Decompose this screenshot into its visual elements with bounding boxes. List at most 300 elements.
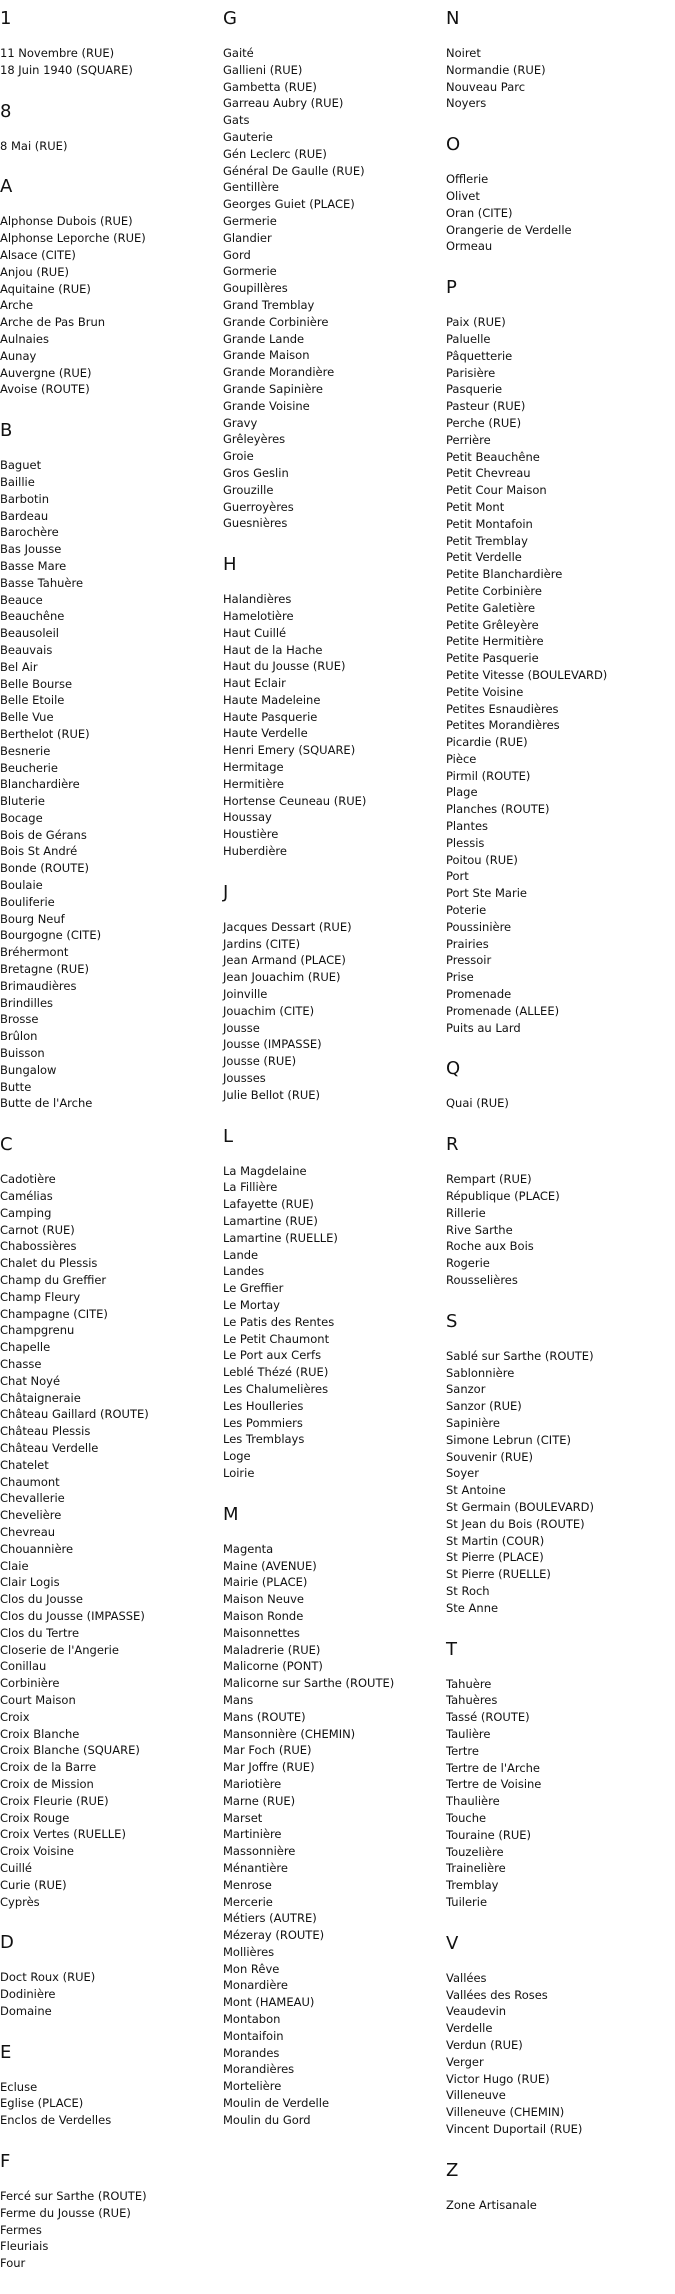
street-name: Pasquerie bbox=[446, 382, 503, 397]
street-name: Rillerie bbox=[446, 1205, 486, 1220]
street-name: Haute Verdelle bbox=[223, 726, 308, 741]
column-3 bbox=[446, 8, 675, 2235]
street-name: Chapelle bbox=[0, 1340, 51, 1355]
street-name: Petit Chevreau bbox=[446, 466, 531, 481]
column-2 bbox=[223, 8, 443, 2151]
street-name: Petite Hermitière bbox=[446, 634, 544, 649]
street-name: Gambetta (RUE) bbox=[223, 79, 317, 94]
street-name: Malicorne sur Sarthe (ROUTE) bbox=[223, 1676, 395, 1691]
street-name: Jouachim (CITE) bbox=[223, 1003, 315, 1018]
street-name: Picardie (RUE) bbox=[446, 735, 528, 750]
street-name: Rempart (RUE) bbox=[446, 1172, 532, 1187]
street-name: Hortense Ceuneau (RUE) bbox=[223, 793, 367, 808]
section bbox=[446, 134, 675, 255]
street-list bbox=[446, 314, 675, 1036]
street-name: Mercerie bbox=[223, 1894, 273, 1909]
section bbox=[0, 2042, 220, 2129]
street-name: Prise bbox=[446, 970, 474, 985]
street-name: Croix de la Barre bbox=[0, 1760, 97, 1775]
street-name: Dodinière bbox=[0, 1987, 56, 2002]
street-name: Jean Jouachim (RUE) bbox=[223, 970, 341, 985]
street-name: Thaulière bbox=[446, 1794, 500, 1809]
street-name: Jousse (IMPASSE) bbox=[223, 1037, 322, 1052]
street-name: Chaumont bbox=[0, 1474, 60, 1489]
street-name: Croix Blanche (SQUARE) bbox=[0, 1743, 140, 1758]
street-name: Sanzor (RUE) bbox=[446, 1399, 522, 1414]
street-name: Verdelle bbox=[446, 2021, 493, 2036]
street-name: Cyprès bbox=[0, 1894, 40, 1909]
street-name: Garreau Aubry (RUE) bbox=[223, 96, 344, 111]
street-name: Butte de l'Arche bbox=[0, 1096, 93, 1111]
street-name: Fleuriais bbox=[0, 2239, 49, 2254]
street-name: Gros Geslin bbox=[223, 465, 289, 480]
street-name: 11 Novembre (RUE) bbox=[0, 46, 115, 60]
street-name: Haut du Jousse (RUE) bbox=[223, 659, 346, 674]
street-name: Plantes bbox=[446, 819, 489, 834]
section bbox=[446, 1933, 675, 2138]
street-name: Noyers bbox=[446, 96, 487, 111]
street-list bbox=[223, 45, 443, 532]
street-name: Orangerie de Verdelle bbox=[446, 222, 572, 237]
street-name: Veaudevin bbox=[446, 2004, 507, 2019]
street-name: Grande Voisine bbox=[223, 398, 310, 413]
section-letter: A bbox=[0, 176, 13, 198]
street-name: Mariotière bbox=[223, 1776, 282, 1791]
street-name: Vincent Duportail (RUE) bbox=[446, 2121, 583, 2136]
street-name: Belle Etoile bbox=[0, 693, 65, 708]
street-name: Cadotière bbox=[0, 1172, 56, 1187]
street-name: Hermitière bbox=[223, 776, 284, 791]
street-name: Croix Voisine bbox=[0, 1844, 74, 1859]
street-name: Maine (AVENUE) bbox=[223, 1558, 317, 1573]
street-name: Ferme du Jousse (RUE) bbox=[0, 2205, 131, 2220]
street-name: Mans (ROUTE) bbox=[223, 1709, 306, 1724]
street-name: Port bbox=[446, 869, 469, 884]
street-name: Basse Mare bbox=[0, 558, 67, 573]
street-name: Court Maison bbox=[0, 1692, 76, 1707]
street-name: Vallées des Roses bbox=[446, 1987, 548, 2002]
street-name: Grande Morandière bbox=[223, 365, 335, 380]
street-name: Joinville bbox=[223, 987, 268, 1002]
street-name: Jean Armand (PLACE) bbox=[223, 953, 346, 968]
street-name: Bréhermont bbox=[0, 945, 69, 960]
section bbox=[223, 1126, 443, 1482]
street-name: Mortelière bbox=[223, 2079, 282, 2094]
street-name: Huberdière bbox=[223, 844, 287, 859]
street-name: Clos du Jousse bbox=[0, 1592, 83, 1607]
street-list bbox=[223, 1163, 443, 1482]
street-name: Beauchêne bbox=[0, 609, 65, 624]
street-name: La Magdelaine bbox=[223, 1163, 307, 1178]
street-name: Les Pommiers bbox=[223, 1415, 303, 1430]
street-list bbox=[446, 1095, 675, 1112]
section-letter: F bbox=[0, 2151, 11, 2173]
street-name: Anjou (RUE) bbox=[0, 264, 69, 279]
street-name: Aquitaine (RUE) bbox=[0, 281, 91, 296]
street-list bbox=[0, 2079, 220, 2129]
street-name: Villeneuve (CHEMIN) bbox=[446, 2105, 565, 2120]
street-name: Tahuères bbox=[446, 1693, 498, 1708]
street-name: Aulnaies bbox=[0, 331, 49, 346]
street-name: Baguet bbox=[0, 458, 42, 473]
street-name: Grande Maison bbox=[223, 348, 310, 363]
street-name: Bourgogne (CITE) bbox=[0, 928, 102, 943]
street-name: Marset bbox=[223, 1810, 263, 1825]
street-name: Chouannière bbox=[0, 1541, 74, 1556]
section bbox=[0, 176, 220, 398]
section bbox=[0, 2151, 220, 2272]
section bbox=[446, 1058, 675, 1112]
street-name: Gaité bbox=[223, 46, 254, 60]
street-name: Petites Morandières bbox=[446, 718, 560, 733]
section-letter: Z bbox=[446, 2159, 459, 2181]
street-name: St Pierre (RUELLE) bbox=[446, 1567, 551, 1582]
street-name: République (PLACE) bbox=[446, 1189, 560, 1204]
street-name: Haute Pasquerie bbox=[223, 709, 318, 724]
street-name: Lafayette (RUE) bbox=[223, 1197, 314, 1212]
street-name: Tahuère bbox=[446, 1676, 492, 1691]
street-name: Petite Voisine bbox=[446, 684, 524, 699]
street-name: Soyer bbox=[446, 1466, 479, 1481]
street-name: Belle Bourse bbox=[0, 676, 73, 691]
street-name: Poitou (RUE) bbox=[446, 852, 518, 867]
street-name: Fercé sur Sarthe (ROUTE) bbox=[0, 2189, 147, 2204]
street-name: La Fillière bbox=[223, 1180, 278, 1195]
street-name: Grand Tremblay bbox=[223, 297, 315, 312]
street-name: Ménantière bbox=[223, 1860, 288, 1875]
street-name: Mollières bbox=[223, 1944, 275, 1959]
section-letter: 8 bbox=[0, 100, 12, 122]
street-name: Grêleyères bbox=[223, 432, 286, 447]
street-name: Souvenir (RUE) bbox=[446, 1449, 534, 1464]
street-name: Groie bbox=[223, 449, 254, 464]
street-name: Grande Sapinière bbox=[223, 381, 323, 396]
street-name: Montabon bbox=[223, 2012, 281, 2027]
street-name: Chabossières bbox=[0, 1239, 77, 1254]
street-name: Rogerie bbox=[446, 1256, 490, 1271]
street-name: Alphonse Dubois (RUE) bbox=[0, 214, 133, 229]
street-list bbox=[446, 1676, 675, 1911]
street-name: Plessis bbox=[446, 835, 485, 850]
street-name: Eglise (PLACE) bbox=[0, 2096, 84, 2111]
section bbox=[0, 1932, 220, 2019]
street-name: Tertre bbox=[446, 1743, 479, 1758]
street-name: Gravy bbox=[223, 415, 258, 430]
street-name: Vallées bbox=[446, 1970, 487, 1985]
street-list bbox=[223, 591, 443, 860]
street-name: Petit Mont bbox=[446, 499, 505, 514]
street-list bbox=[446, 1348, 675, 1617]
street-name: Brûlon bbox=[0, 1029, 38, 1044]
street-name: Général De Gaulle (RUE) bbox=[223, 163, 365, 178]
street-name: Petit Cour Maison bbox=[446, 483, 547, 498]
street-name: Carnot (RUE) bbox=[0, 1222, 75, 1237]
street-name: Promenade bbox=[446, 987, 512, 1002]
street-name: Champgrenu bbox=[0, 1323, 75, 1338]
street-name: Montaifoin bbox=[223, 2028, 284, 2043]
street-name: Croix Fleurie (RUE) bbox=[0, 1793, 109, 1808]
street-name: Georges Guiet (PLACE) bbox=[223, 197, 355, 212]
street-name: Germerie bbox=[223, 213, 277, 228]
street-name: Petites Esnaudières bbox=[446, 701, 559, 716]
street-name: Croix de Mission bbox=[0, 1776, 94, 1791]
street-name: Gats bbox=[223, 113, 250, 128]
street-name: Camping bbox=[0, 1205, 52, 1220]
street-name: Verger bbox=[446, 2054, 484, 2069]
street-name: Lande bbox=[223, 1247, 259, 1262]
street-name: Touzelière bbox=[446, 1844, 504, 1859]
street-name: 18 Juin 1940 (SQUARE) bbox=[0, 62, 133, 77]
street-name: Morandières bbox=[223, 2062, 295, 2077]
street-name: Houstière bbox=[223, 827, 279, 842]
street-name: Trainelière bbox=[446, 1861, 506, 1876]
street-name: Grouzille bbox=[223, 482, 274, 497]
street-name: Brimaudières bbox=[0, 978, 77, 993]
section-letter: V bbox=[446, 1932, 459, 1954]
street-name: Loirie bbox=[223, 1465, 255, 1480]
street-name: Perche (RUE) bbox=[446, 415, 522, 430]
street-name: Petite Blanchardière bbox=[446, 567, 563, 582]
section bbox=[446, 277, 675, 1036]
street-name: Puits au Lard bbox=[446, 1020, 521, 1035]
street-name: Lamartine (RUE) bbox=[223, 1214, 318, 1229]
street-name: Promenade (ALLEE) bbox=[446, 1003, 560, 1018]
street-list bbox=[223, 1541, 443, 2129]
section-letter: C bbox=[0, 1134, 13, 1156]
section bbox=[446, 1639, 675, 1911]
section-letter: P bbox=[446, 277, 457, 299]
column-1 bbox=[0, 8, 220, 2294]
street-name: Corbinière bbox=[0, 1676, 60, 1691]
street-name: Leblé Thézé (RUE) bbox=[223, 1365, 329, 1380]
street-name: Mon Rêve bbox=[223, 1961, 280, 1976]
street-name: Grande Lande bbox=[223, 331, 305, 346]
street-name: Closerie de l'Angerie bbox=[0, 1642, 119, 1657]
street-name: Clos du Jousse (IMPASSE) bbox=[0, 1608, 145, 1623]
street-name: Rive Sarthe bbox=[446, 1222, 513, 1237]
street-name: Boulaie bbox=[0, 878, 43, 893]
street-name: Haut Eclair bbox=[223, 676, 286, 691]
section-letter: G bbox=[223, 8, 237, 29]
street-name: Arche bbox=[0, 298, 34, 313]
street-name: Marne (RUE) bbox=[223, 1793, 296, 1808]
street-name: Champ Fleury bbox=[0, 1289, 81, 1304]
street-name: Baillie bbox=[0, 474, 35, 489]
street-name: Mar Joffre (RUE) bbox=[223, 1760, 315, 1775]
street-name: Bourg Neuf bbox=[0, 911, 65, 926]
street-name: Bretagne (RUE) bbox=[0, 962, 89, 977]
street-list bbox=[446, 45, 675, 112]
section-letter: B bbox=[0, 420, 13, 442]
street-name: Goupillères bbox=[223, 281, 288, 296]
street-name: Beauvais bbox=[0, 642, 53, 657]
street-name: Touche bbox=[446, 1810, 487, 1825]
street-name: Glandier bbox=[223, 230, 272, 245]
section-letter: O bbox=[446, 134, 461, 156]
street-name: Tremblay bbox=[446, 1878, 499, 1893]
section bbox=[446, 1134, 675, 1289]
street-name: Aunay bbox=[0, 348, 37, 363]
street-name: Jacques Dessart (RUE) bbox=[223, 919, 352, 934]
street-name: Bardeau bbox=[0, 508, 49, 523]
street-name: Petite Galetière bbox=[446, 600, 536, 615]
street-name: 8 Mai (RUE) bbox=[0, 138, 68, 153]
street-name: Guerroyères bbox=[223, 499, 294, 514]
street-name: Petit Tremblay bbox=[446, 533, 528, 548]
street-name: Petite Grêleyère bbox=[446, 617, 539, 632]
street-name: Métiers (AUTRE) bbox=[223, 1911, 317, 1926]
street-name: Normandie (RUE) bbox=[446, 62, 546, 77]
street-name: Bocage bbox=[0, 810, 43, 825]
section bbox=[223, 1504, 443, 2129]
street-name: Petit Montafoin bbox=[446, 516, 533, 531]
street-name: Pièce bbox=[446, 751, 477, 766]
section-letter: H bbox=[223, 554, 237, 576]
street-name: Le Mortay bbox=[223, 1298, 280, 1312]
street-name: Beauce bbox=[0, 592, 43, 607]
street-name: Champagne (CITE) bbox=[0, 1306, 108, 1321]
street-name: Simone Lebrun (CITE) bbox=[446, 1432, 571, 1447]
street-list bbox=[446, 171, 675, 255]
section-letter: J bbox=[223, 881, 229, 903]
street-name: Oran (CITE) bbox=[446, 205, 513, 220]
street-name: Sablonnière bbox=[446, 1365, 515, 1380]
street-name: Mans bbox=[223, 1692, 254, 1707]
street-name: Parisière bbox=[446, 365, 496, 380]
street-name: Gallieni (RUE) bbox=[223, 62, 303, 77]
section-letter: N bbox=[446, 8, 460, 29]
street-name: Jousse (RUE) bbox=[223, 1054, 297, 1069]
section-letter: T bbox=[446, 1638, 457, 1660]
street-name: Buisson bbox=[0, 1046, 45, 1061]
street-name: Maison Ronde bbox=[223, 1608, 304, 1623]
street-name: Basse Tahuère bbox=[0, 575, 84, 590]
street-name: Enclos de Verdelles bbox=[0, 2113, 112, 2128]
street-name: Croix Blanche bbox=[0, 1726, 80, 1741]
street-name: Paix (RUE) bbox=[446, 315, 506, 330]
street-name: Gentillère bbox=[223, 180, 279, 195]
section-letter: 1 bbox=[0, 8, 12, 29]
street-name: Clair Logis bbox=[0, 1575, 60, 1590]
street-name: Sanzor bbox=[446, 1382, 486, 1397]
street-name: Bois St André bbox=[0, 844, 78, 859]
street-name: Ormeau bbox=[446, 239, 493, 254]
street-name: Bungalow bbox=[0, 1062, 57, 1077]
section-letter: L bbox=[223, 1125, 234, 1147]
street-name: Alsace (CITE) bbox=[0, 247, 76, 262]
street-name: Bois de Gérans bbox=[0, 827, 87, 842]
street-name: Sablé sur Sarthe (ROUTE) bbox=[446, 1348, 594, 1363]
street-name: Haut Cuillé bbox=[223, 625, 287, 640]
street-name: Martinière bbox=[223, 1827, 282, 1842]
street-name: Camélias bbox=[0, 1189, 53, 1204]
street-name: Blanchardière bbox=[0, 777, 80, 792]
street-name: Le Greffier bbox=[223, 1281, 284, 1296]
street-name: Halandières bbox=[223, 592, 292, 607]
street-name: Maison Neuve bbox=[223, 1592, 304, 1607]
street-list bbox=[446, 2197, 675, 2214]
street-name: Auvergne (RUE) bbox=[0, 365, 92, 380]
street-name: Petit Beauchêne bbox=[446, 449, 540, 464]
street-name: Monardière bbox=[223, 1978, 288, 1993]
street-name: Villeneuve bbox=[446, 2088, 506, 2103]
street-list bbox=[0, 457, 220, 1112]
street-name: Roche aux Bois bbox=[446, 1239, 534, 1254]
street-name: Clos du Tertre bbox=[0, 1625, 80, 1640]
street-name: Nouveau Parc bbox=[446, 79, 526, 94]
street-name: Barochère bbox=[0, 525, 59, 540]
street-name: Tuilerie bbox=[446, 1894, 488, 1909]
street-name: Ste Anne bbox=[446, 1600, 499, 1615]
street-name: Plage bbox=[446, 785, 478, 800]
street-name: Pressoir bbox=[446, 953, 492, 968]
street-name: Pâquetterie bbox=[446, 348, 513, 363]
street-name: Les Tremblays bbox=[223, 1432, 305, 1447]
street-name: Olivet bbox=[446, 188, 480, 203]
street-name: Poterie bbox=[446, 903, 487, 918]
street-name: Curie (RUE) bbox=[0, 1877, 67, 1892]
street-name: Avoise (ROUTE) bbox=[0, 382, 90, 397]
street-name: Perrière bbox=[446, 432, 491, 447]
street-name: Mairie (PLACE) bbox=[223, 1575, 308, 1590]
street-name: Le Petit Chaumont bbox=[223, 1331, 330, 1346]
section-letter: Q bbox=[446, 1058, 461, 1080]
street-name: Gormerie bbox=[223, 264, 277, 279]
street-name: Paluelle bbox=[446, 331, 491, 346]
street-name: Verdun (RUE) bbox=[446, 2037, 523, 2052]
street-name: St Martin (COUR) bbox=[446, 1533, 545, 1548]
street-name: Grande Corbinière bbox=[223, 314, 329, 329]
street-name: Hermitage bbox=[223, 760, 284, 775]
street-name: Champ du Greffier bbox=[0, 1273, 107, 1288]
street-name: Fermes bbox=[0, 2222, 42, 2237]
street-name: Domaine bbox=[0, 2003, 52, 2018]
street-name: Guesnières bbox=[223, 516, 288, 531]
street-name: Mar Foch (RUE) bbox=[223, 1743, 312, 1758]
street-name: Petite Vitesse (BOULEVARD) bbox=[446, 667, 608, 682]
section-letter: D bbox=[0, 1932, 14, 1954]
street-name: Chatelet bbox=[0, 1457, 49, 1472]
street-name: Petit Verdelle bbox=[446, 550, 522, 565]
street-name: Butte bbox=[0, 1079, 32, 1094]
street-name: Gauterie bbox=[223, 129, 273, 144]
street-name: St Germain (BOULEVARD) bbox=[446, 1499, 595, 1514]
street-name: Noiret bbox=[446, 46, 481, 60]
street-name: Barbotin bbox=[0, 491, 49, 506]
street-name: Chevelière bbox=[0, 1508, 62, 1523]
section bbox=[0, 8, 220, 79]
street-name: Offlerie bbox=[446, 172, 489, 187]
street-name: Maisonnettes bbox=[223, 1625, 300, 1640]
section bbox=[446, 1311, 675, 1617]
street-name: Menrose bbox=[223, 1877, 272, 1892]
street-name: Rousselières bbox=[446, 1273, 518, 1288]
section bbox=[223, 8, 443, 532]
street-list bbox=[0, 1171, 220, 1910]
street-name: Besnerie bbox=[0, 743, 51, 758]
street-name: Mézeray (ROUTE) bbox=[223, 1928, 325, 1943]
street-name: Jousse bbox=[223, 1020, 260, 1035]
street-name: Port Ste Marie bbox=[446, 886, 527, 901]
street-name: Bouliferie bbox=[0, 894, 55, 909]
street-list bbox=[0, 213, 220, 398]
street-name: Maladrerie (RUE) bbox=[223, 1642, 321, 1657]
street-name: Magenta bbox=[223, 1541, 274, 1556]
street-name: Touraine (RUE) bbox=[446, 1827, 532, 1842]
street-list bbox=[223, 919, 443, 1104]
street-name: Croix Vertes (RUELLE) bbox=[0, 1827, 126, 1842]
street-name: Claie bbox=[0, 1558, 29, 1573]
